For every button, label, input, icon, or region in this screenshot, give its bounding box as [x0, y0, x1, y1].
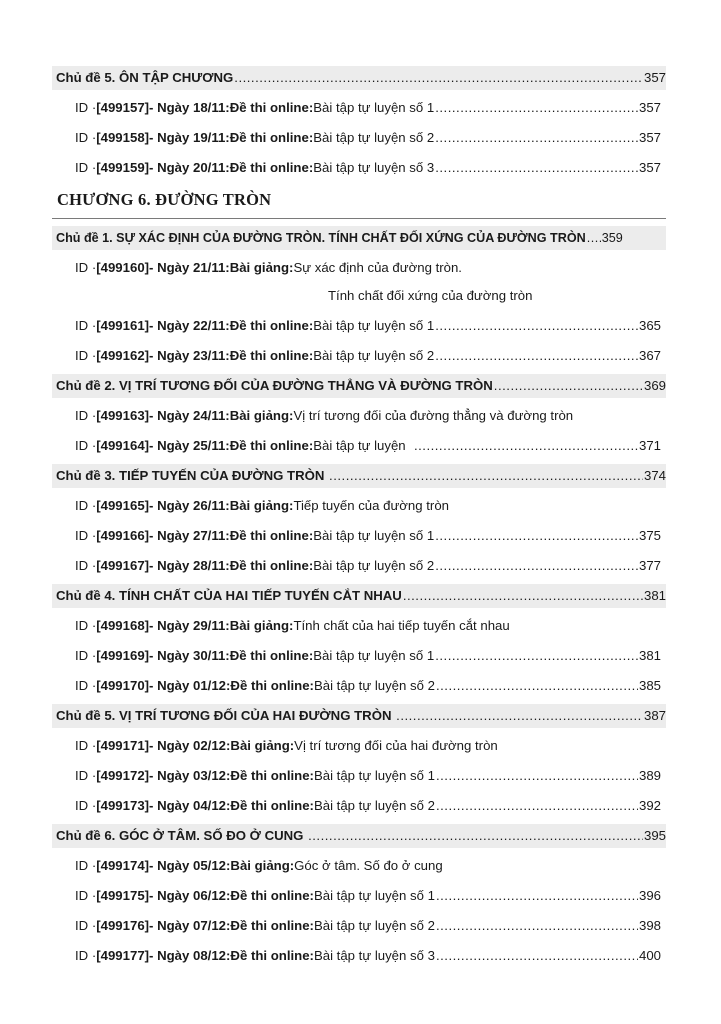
entry-text-continuation: Tính chất đối xứng của đường tròn [328, 288, 533, 303]
id-prefix: ID · [75, 918, 97, 933]
entry-date: - Ngày 21/11: [149, 260, 230, 275]
entry-id: [499162] [96, 348, 150, 363]
id-prefix: ID · [75, 348, 97, 363]
entry-text: Bài tập tự luyện số 2 [313, 918, 435, 933]
entry-date: - Ngày 04/12: [149, 798, 231, 813]
id-prefix: ID · [75, 738, 97, 753]
page-number: 359 [601, 231, 623, 245]
page-number: 381 [643, 588, 666, 603]
entry-type: Đề thi online: [230, 918, 314, 933]
entry-id: [499163] [96, 408, 150, 423]
entry-type: Đề thi online: [230, 888, 314, 903]
entry-text: Sự xác định của đường tròn. [293, 260, 462, 275]
id-prefix: ID · [75, 408, 97, 423]
entry-id: [499159] [96, 160, 150, 175]
toc-entry-row[interactable] [75, 914, 661, 938]
toc-entry-row[interactable] [75, 404, 661, 428]
entry-id: [499165] [96, 498, 150, 513]
dot-leader [396, 704, 643, 728]
entry-text: Bài tập tự luyện số 3 [313, 160, 435, 175]
entry-text: Vị trí tương đối của hai đường tròn [294, 738, 498, 753]
id-prefix: ID · [75, 100, 97, 115]
entry-id: [499161] [96, 318, 150, 333]
id-prefix: ID · [75, 318, 97, 333]
dot-leader [494, 374, 643, 398]
entry-id: [499172] [96, 768, 150, 783]
entry-type: Bài giảng: [230, 858, 295, 873]
entry-date: - Ngày 02/12: [149, 738, 231, 753]
page-number: 395 [643, 828, 666, 843]
entry-type: Đề thi online: [230, 678, 314, 693]
dot-leader [435, 644, 638, 668]
dot-leader [435, 126, 638, 150]
chapter-heading: CHƯƠNG 6. ĐƯỜNG TRÒN [57, 190, 272, 209]
entry-id: [499177] [96, 948, 150, 963]
entry-id: [499166] [96, 528, 150, 543]
page-number: 367 [638, 348, 661, 363]
toc-entry-row[interactable] [75, 156, 661, 180]
toc-entry-row[interactable] [75, 674, 661, 698]
topic-title: Chủ đề 5. ÔN TẬP CHƯƠNG [56, 70, 234, 85]
page-number: 374 [643, 468, 666, 483]
page-number: 371 [638, 438, 661, 453]
entry-id: [499167] [96, 558, 150, 573]
topic-title: Chủ đề 5. VỊ TRÍ TƯƠNG ĐỐI CỦA HAI ĐƯỜNG TRÒN [56, 708, 396, 723]
dot-leader [329, 464, 643, 488]
toc-entry-row[interactable] [75, 884, 661, 908]
dot-leader [435, 96, 638, 120]
entry-type: Đề thi online: [230, 768, 314, 783]
entry-date: - Ngày 03/12: [149, 768, 231, 783]
dot-leader [435, 344, 638, 368]
entry-text: Bài tập tự luyện [313, 438, 413, 453]
id-prefix: ID · [75, 528, 97, 543]
toc-entry-row[interactable] [75, 524, 661, 548]
dot-leader [436, 764, 638, 788]
entry-text: Bài tập tự luyện số 1 [313, 318, 435, 333]
entry-type: Đề thi online: [229, 160, 314, 175]
entry-date: - Ngày 29/11: [149, 618, 230, 633]
dot-leader [436, 794, 638, 818]
dot-leader [436, 944, 638, 968]
entry-date: - Ngày 30/11: [149, 648, 230, 663]
toc-entry-row[interactable] [75, 764, 661, 788]
toc-entry-row[interactable] [75, 494, 661, 518]
entry-id: [499174] [96, 858, 150, 873]
page-number: 357 [643, 70, 666, 85]
id-prefix: ID · [75, 858, 97, 873]
dot-leader [587, 226, 601, 250]
entry-date: - Ngày 26/11: [149, 498, 230, 513]
id-prefix: ID · [75, 260, 97, 275]
page-number: 377 [638, 558, 661, 573]
id-prefix: ID · [75, 948, 97, 963]
topic-title: Chủ đề 6. GÓC Ở TÂM. SỐ ĐO Ở CUNG [56, 828, 308, 843]
page-number: 398 [638, 918, 661, 933]
entry-type: Đề thi online: [229, 130, 314, 145]
entry-type: Đề thi online: [229, 438, 314, 453]
topic-title: Chủ đề 1. SỰ XÁC ĐỊNH CỦA ĐƯỜNG TRÒN. TÍNH CHẤT ĐỐI XỨNG CỦA ĐƯỜNG TRÒN [56, 231, 586, 245]
id-prefix: ID · [75, 160, 97, 175]
page-number: 392 [638, 798, 661, 813]
topic-title: Chủ đề 2. VỊ TRÍ TƯƠNG ĐỐI CỦA ĐƯỜNG THẲNG VÀ ĐƯỜNG TRÒN [56, 378, 493, 393]
toc-entry-row[interactable] [75, 944, 661, 968]
page-number: 375 [638, 528, 661, 543]
page-number: 357 [638, 100, 661, 115]
dot-leader [436, 914, 638, 938]
topic-title: Chủ đề 3. TIẾP TUYẾN CỦA ĐƯỜNG TRÒN [56, 468, 329, 483]
entry-type: Bài giảng: [229, 618, 294, 633]
toc-entry-row[interactable] [75, 734, 661, 758]
toc-entry-row[interactable] [75, 96, 661, 120]
toc-entry-row[interactable] [75, 434, 661, 458]
toc-entry-row[interactable] [75, 614, 661, 638]
entry-text: Tiếp tuyến của đường tròn [293, 498, 449, 513]
page-number: 357 [638, 130, 661, 145]
toc-entry-row[interactable] [75, 256, 661, 280]
entry-type: Đề thi online: [229, 558, 314, 573]
entry-id: [499170] [96, 678, 150, 693]
entry-id: [499173] [96, 798, 150, 813]
toc-topic-row[interactable] [52, 824, 666, 848]
entry-text: Bài tập tự luyện số 1 [313, 528, 435, 543]
entry-date: - Ngày 22/11: [149, 318, 230, 333]
entry-date: - Ngày 07/12: [149, 918, 231, 933]
toc-entry-row[interactable] [75, 126, 661, 150]
entry-type: Đề thi online: [229, 528, 314, 543]
dot-leader [234, 66, 643, 90]
id-prefix: ID · [75, 130, 97, 145]
entry-date: - Ngày 05/12: [149, 858, 231, 873]
dot-leader [436, 674, 638, 698]
id-prefix: ID · [75, 498, 97, 513]
page-number: 385 [638, 678, 661, 693]
entry-date: - Ngày 24/11: [149, 408, 230, 423]
entry-text: Bài tập tự luyện số 2 [313, 798, 435, 813]
id-prefix: ID · [75, 798, 97, 813]
toc-entry-row[interactable] [75, 554, 661, 578]
dot-leader [308, 824, 643, 848]
dot-leader [435, 524, 638, 548]
entry-text: Vị trí tương đối của đường thẳng và đường tròn [293, 408, 574, 423]
entry-type: Bài giảng: [229, 260, 294, 275]
page-number: 357 [638, 160, 661, 175]
entry-type: Đề thi online: [229, 348, 314, 363]
entry-id: [499160] [96, 260, 150, 275]
topic-title: Chủ đề 4. TÍNH CHẤT CỦA HAI TIẾP TUYẾN CẮT NHAU [56, 588, 402, 603]
entry-id: [499169] [96, 648, 150, 663]
toc-entry-row[interactable] [75, 794, 661, 818]
toc-topic-row[interactable] [52, 226, 666, 250]
entry-type: Đề thi online: [230, 948, 314, 963]
dot-leader [435, 314, 638, 338]
entry-text: Bài tập tự luyện số 1 [313, 768, 435, 783]
entry-text: Góc ở tâm. Số đo ở cung [294, 858, 443, 873]
entry-date: - Ngày 25/11: [149, 438, 230, 453]
entry-text: Bài tập tự luyện số 1 [313, 648, 435, 663]
page-number: 369 [643, 378, 666, 393]
dot-leader [435, 554, 638, 578]
id-prefix: ID · [75, 648, 97, 663]
entry-date: - Ngày 23/11: [149, 348, 230, 363]
toc-topic-row[interactable] [52, 66, 666, 90]
id-prefix: ID · [75, 558, 97, 573]
entry-type: Bài giảng: [230, 738, 295, 753]
dot-leader [403, 584, 643, 608]
entry-date: - Ngày 01/12: [149, 678, 231, 693]
page-number: 400 [638, 948, 661, 963]
entry-text: Bài tập tự luyện số 2 [313, 558, 435, 573]
dot-leader [436, 884, 638, 908]
entry-date: - Ngày 27/11: [149, 528, 230, 543]
dot-leader [414, 434, 638, 458]
dot-leader [435, 156, 638, 180]
toc-entry-row[interactable] [75, 314, 661, 338]
toc-topic-row[interactable] [52, 464, 666, 488]
entry-text: Tính chất của hai tiếp tuyến cắt nhau [293, 618, 510, 633]
entry-id: [499171] [96, 738, 150, 753]
entry-date: - Ngày 28/11: [149, 558, 230, 573]
entry-type: Đề thi online: [229, 648, 314, 663]
entry-text: Bài tập tự luyện số 3 [313, 948, 435, 963]
entry-date: - Ngày 18/11: [149, 100, 230, 115]
toc-topic-row[interactable] [52, 374, 666, 398]
entry-id: [499158] [96, 130, 150, 145]
entry-date: - Ngày 08/12: [149, 948, 231, 963]
toc-topic-row[interactable] [52, 584, 666, 608]
entry-id: [499168] [96, 618, 150, 633]
entry-type: Đề thi online: [230, 798, 314, 813]
entry-type: Đề thi online: [229, 318, 314, 333]
entry-text: Bài tập tự luyện số 1 [313, 888, 435, 903]
entry-id: [499175] [96, 888, 150, 903]
entry-text: Bài tập tự luyện số 2 [313, 348, 435, 363]
entry-text: Bài tập tự luyện số 2 [313, 130, 435, 145]
entry-type: Đề thi online: [229, 100, 314, 115]
entry-id: [499157] [96, 100, 150, 115]
id-prefix: ID · [75, 888, 97, 903]
toc-entry-row[interactable] [75, 344, 661, 368]
entry-id: [499164] [96, 438, 150, 453]
toc-entry-row[interactable] [75, 854, 661, 878]
entry-date: - Ngày 19/11: [149, 130, 230, 145]
entry-date: - Ngày 20/11: [149, 160, 230, 175]
chapter-divider [52, 218, 666, 219]
page-number: 381 [638, 648, 661, 663]
id-prefix: ID · [75, 438, 97, 453]
entry-type: Bài giảng: [229, 408, 294, 423]
toc-entry-row[interactable] [75, 644, 661, 668]
page-number: 387 [643, 708, 666, 723]
page-number: 365 [638, 318, 661, 333]
toc-topic-row[interactable] [52, 704, 666, 728]
entry-id: [499176] [96, 918, 150, 933]
page-number: 396 [638, 888, 661, 903]
page-number: 389 [638, 768, 661, 783]
entry-text: Bài tập tự luyện số 2 [313, 678, 435, 693]
entry-date: - Ngày 06/12: [149, 888, 231, 903]
id-prefix: ID · [75, 678, 97, 693]
entry-text: Bài tập tự luyện số 1 [313, 100, 435, 115]
id-prefix: ID · [75, 618, 97, 633]
id-prefix: ID · [75, 768, 97, 783]
entry-type: Bài giảng: [229, 498, 294, 513]
